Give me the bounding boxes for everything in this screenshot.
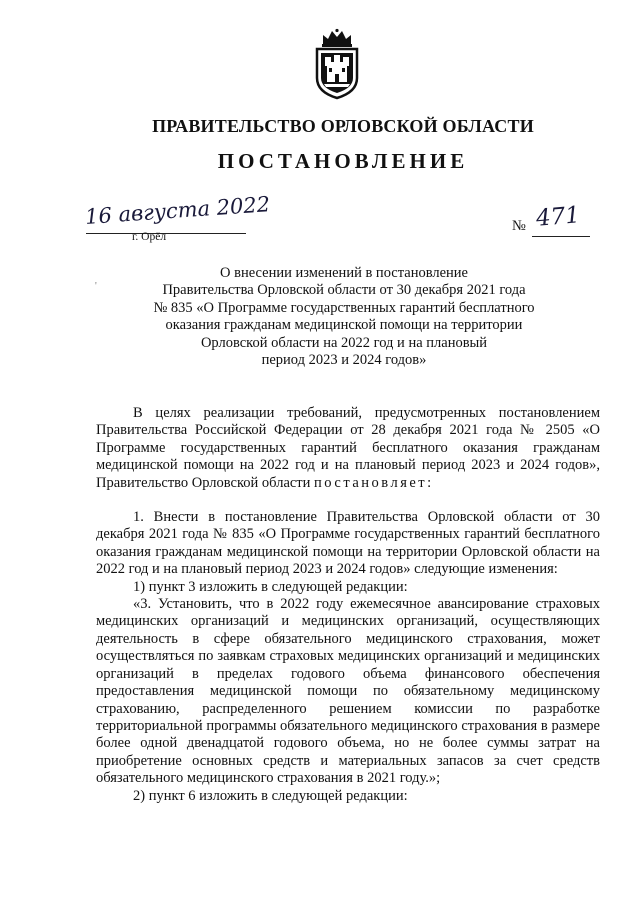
item-1-paragraph: 1. Внести в постановление Правительства Орловской области от 30 декабря 2021 года № 835 «О Программе государственных гарантий бесплатного оказания гражданам медицинской помощи на территории Орловской области на 2022 год и на плановый период 2023 и 2024 годов» следующие изменения: bbox=[96, 509, 600, 578]
subject-line: О внесении изменений в постановление bbox=[220, 265, 468, 281]
preamble-text: В целях реализации требований, предусмотренных постановлением Правительства Российской Федерации от 28 декабря 2021 года № 2505 «О Программе государственных гарантий бесплатного оказания гражданам медицинской помощи на 2022 год и на плановый период 2023 и 2024 годов», bbox=[96, 405, 600, 474]
number-underline bbox=[532, 236, 590, 237]
handwritten-date: 16 августа 2022 bbox=[84, 192, 271, 229]
preamble-subject: Правительство Орловской области bbox=[96, 474, 311, 491]
decree-word: постановляет: bbox=[314, 474, 434, 491]
government-title: ПРАВИТЕЛЬСТВО ОРЛОВСКОЙ ОБЛАСТИ bbox=[152, 116, 534, 136]
document-subject bbox=[120, 265, 568, 369]
number-label: № bbox=[512, 218, 526, 234]
handwritten-number: 471 bbox=[534, 202, 581, 232]
margin-mark: ' bbox=[95, 281, 97, 292]
subject-line: № 835 «О Программе государственных гарантий бесплатного bbox=[153, 299, 535, 316]
city-label: г. Орёл bbox=[132, 231, 167, 243]
document-type-title: ПОСТАНОВЛЕНИЕ bbox=[217, 149, 469, 173]
quoted-point-3: «3. Установить, что в 2022 году ежемесячное авансирование страховых медицинских организаций и медицинских организаций, осуществляющих деятельность в сфере обязательного медицинского страхования, может осуществляться по заявкам страховых медицинских организаций и медицинских организаций в пределах годового объема финансового обеспечения предоставления медицинской помощи по обязательному медицинскому страхованию, распределенного решением комиссии по разработке территориальной программы обязательного медицинского страхования в размере более одной двенадцатой годового объема, но не более суммы затрат на приобретение основных средств и материальных запасов за счет средств обязательного медицинского страхования в 2021 году.»; bbox=[96, 596, 600, 787]
coat-of-arms-emblem bbox=[313, 28, 361, 100]
subject-line: период 2023 и 2024 годов» bbox=[261, 352, 427, 369]
subject-line: Орловской области на 2022 год и на плановый bbox=[200, 334, 488, 351]
preamble-paragraph bbox=[96, 405, 600, 492]
subject-line: оказания гражданам медицинской помощи на территории bbox=[165, 317, 523, 334]
subitem-2-paragraph: 2) пункт 6 изложить в следующей редакции: bbox=[133, 787, 408, 804]
document-body bbox=[96, 405, 600, 805]
subject-line: Правительства Орловской области от 30 декабря 2021 года bbox=[162, 282, 526, 299]
subitem-1-paragraph: 1) пункт 3 изложить в следующей редакции: bbox=[133, 578, 408, 595]
